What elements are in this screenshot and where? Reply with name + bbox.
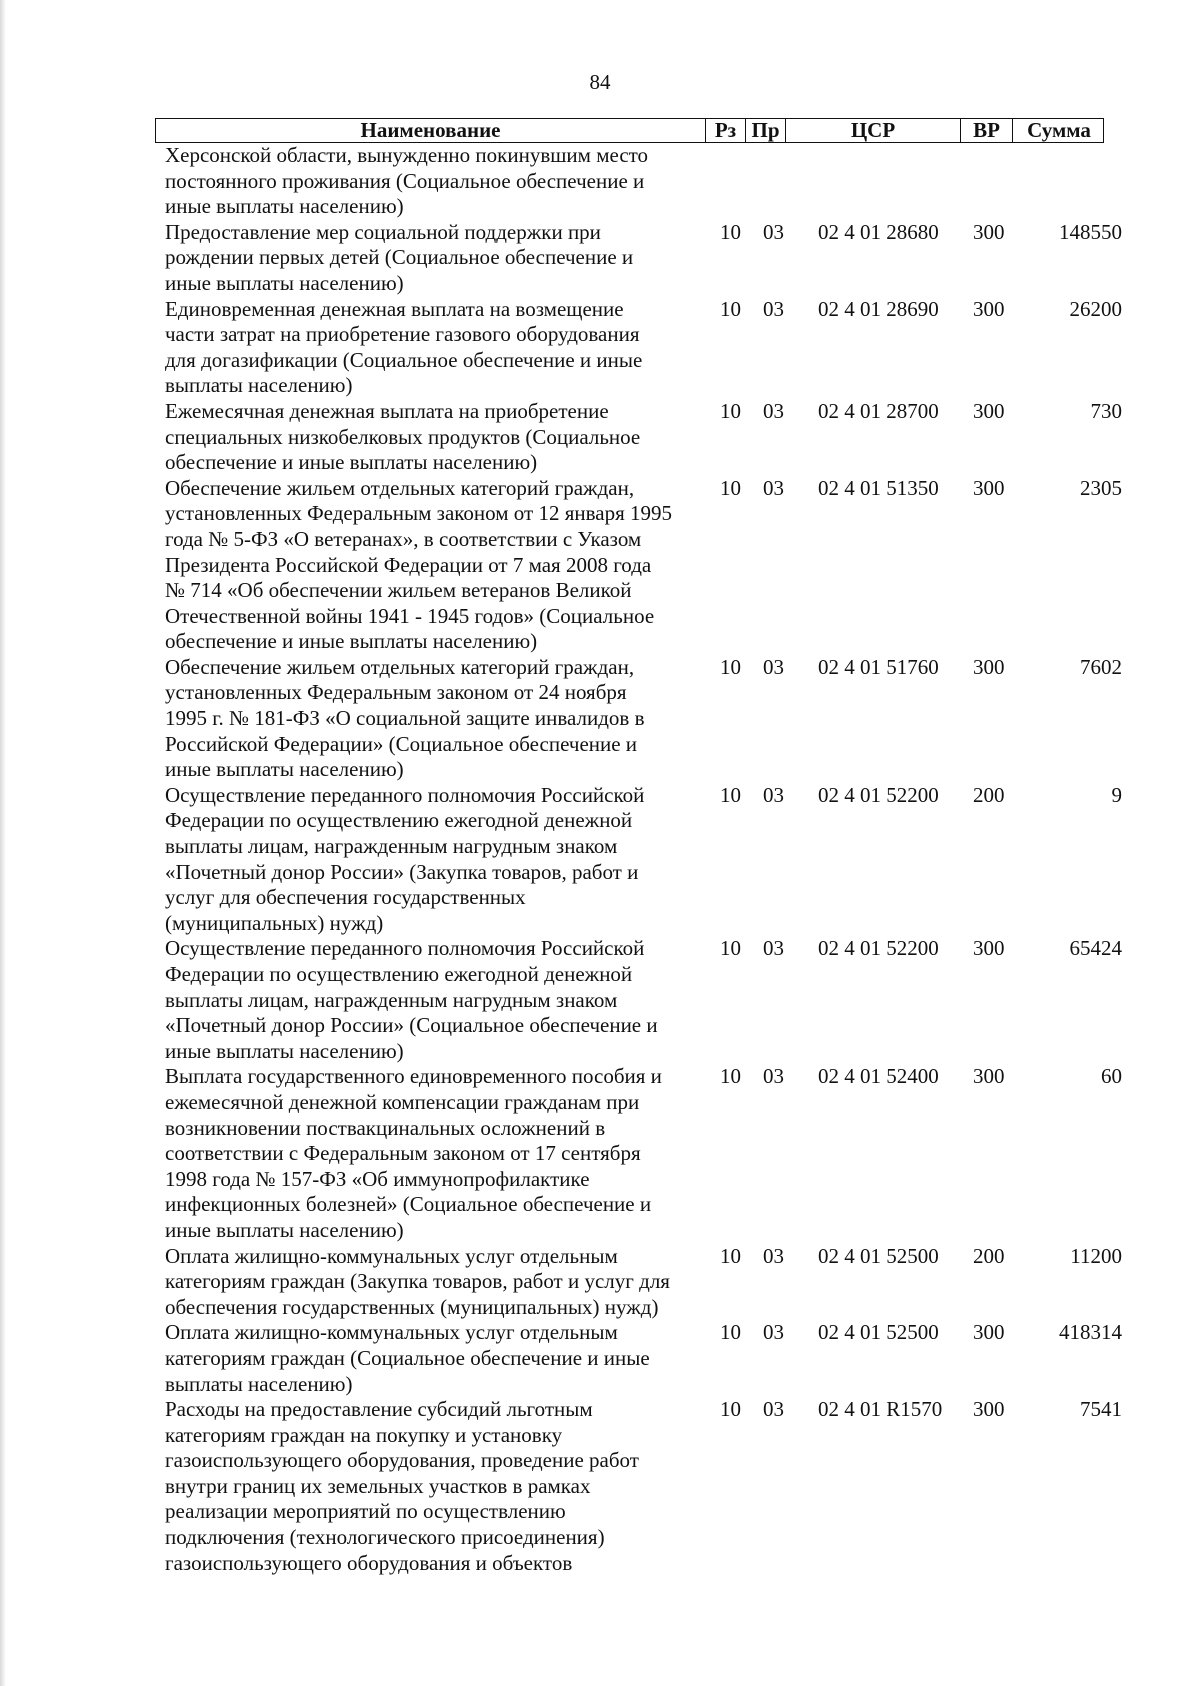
table-row [0,297,1200,399]
row-pr: 03 [763,936,784,961]
row-name: Херсонской области, вынужденно покинувшим место постоянного проживания (Социальное обеспечение и иные выплаты населению) [165,143,649,219]
row-sum: 7602 [1080,654,1122,679]
row-csr: 02 4 01 52500 [818,1320,939,1345]
header-rz: Рз [706,119,746,142]
row-vr: 300 [973,475,1005,500]
row-vr: 300 [973,398,1005,423]
row-sum: 11200 [1070,1243,1122,1268]
table-row [0,936,1200,1064]
row-pr: 03 [763,654,784,679]
row-pr: 03 [763,782,784,807]
row-vr: 300 [973,219,1005,244]
row-sum: 2305 [1080,475,1122,500]
page-number: 84 [589,70,611,94]
row-rz: 10 [720,475,741,500]
row-vr: 300 [973,936,1005,961]
row-rz: 10 [720,296,741,321]
row-rz: 10 [720,654,741,679]
row-pr: 03 [763,296,784,321]
table-body [0,143,1200,1576]
row-sum: 26200 [1069,296,1122,321]
table-row [0,220,1200,297]
row-name: Оплата жилищно-коммунальных услуг отдельным категориям граждан (Социальное обеспечение и иные выплаты населению) [165,1320,650,1396]
row-rz: 10 [720,1064,741,1089]
row-sum: 7541 [1080,1397,1122,1422]
row-sum: 148550 [1059,219,1122,244]
row-csr: 02 4 01 28680 [818,219,939,244]
row-vr: 200 [973,782,1005,807]
row-rz: 10 [720,1243,741,1268]
table-row [0,476,1200,655]
header-sum: Сумма [1027,118,1091,142]
row-csr: 02 4 01 28690 [818,296,939,321]
row-pr: 03 [763,1320,784,1345]
row-pr: 03 [763,219,784,244]
row-rz: 10 [720,398,741,423]
row-vr: 200 [973,1243,1005,1268]
row-csr: 02 4 01 28700 [818,398,939,423]
header-csr: ЦСР [786,119,961,142]
row-rz: 10 [720,1397,741,1422]
row-name: Предоставление мер социальной поддержки при рождении первых детей (Социальное обеспечение и иные выплаты населению) [165,219,634,295]
row-csr: 02 4 01 52200 [818,936,939,961]
header-pr: Пр [746,119,786,142]
table-row [0,1320,1200,1397]
row-csr: 02 4 01 52500 [818,1243,939,1268]
row-rz: 10 [720,219,741,244]
row-pr: 03 [763,1064,784,1089]
row-name: Обеспечение жильем отдельных категорий граждан, установленных Федеральным законом от 24 ноября 1995 г. № 181-ФЗ «О социальной защите инвалидов в Российской Федерации» (Социальное обеспечение и иные выплаты населению) [165,654,645,782]
row-csr: 02 4 01 51350 [818,475,939,500]
table-row [0,143,1200,220]
row-csr: 02 4 01 52200 [818,782,939,807]
row-name: Единовременная денежная выплата на возмещение части затрат на приобретение газового оборудования для догазификации (Социальное обеспечение и иные выплаты населению) [165,296,643,398]
row-vr: 300 [973,654,1005,679]
row-pr: 03 [763,1397,784,1422]
row-csr: 02 4 01 52400 [818,1064,939,1089]
row-sum: 60 [1101,1064,1122,1089]
table-row [0,1064,1200,1243]
row-rz: 10 [720,1320,741,1345]
row-rz: 10 [720,936,741,961]
row-csr: 02 4 01 51760 [818,654,939,679]
table-row [0,399,1200,476]
row-vr: 300 [973,1320,1005,1345]
row-name: Осуществление переданного полномочия Российской Федерации по осуществлению ежегодной денежной выплаты лицам, награжденным нагрудным знаком «Почетный донор России» (Закупка товаров, работ и услуг для обеспечения государственных (муниципальных) нужд) [165,782,645,935]
row-sum: 9 [1111,782,1122,807]
row-name: Обеспечение жильем отдельных категорий граждан, установленных Федеральным законом от 12 января 1995 года № 5-ФЗ «О ветеранах», в соответствии с Указом Президента Российской Федерации от 7 мая 2008 года № 714 «Об обеспечении жильем ветеранов Великой Отечественной войны 1941 - 1945 годов» (Социальное обеспечение и иные выплаты населению) [165,475,672,654]
row-pr: 03 [763,1243,784,1268]
row-name: Выплата государственного единовременного пособия и ежемесячной денежной компенсации гражданам при возникновении поствакцинальных осложнений в соответствии с Федеральным законом от 17 сентября 1998 года № 157-ФЗ «Об иммунопрофилактике инфекционных болезней» (Социальное обеспечение и иные выплаты населению) [165,1064,662,1242]
row-vr: 300 [973,296,1005,321]
row-pr: 03 [763,475,784,500]
row-sum: 65424 [1069,936,1122,961]
table-row [0,655,1200,783]
row-sum: 418314 [1059,1320,1122,1345]
row-rz: 10 [720,782,741,807]
row-vr: 300 [973,1064,1005,1089]
row-vr: 300 [973,1397,1005,1422]
table-row [0,1397,1200,1576]
table-row [0,1244,1200,1321]
row-name: Оплата жилищно-коммунальных услуг отдельным категориям граждан (Закупка товаров, работ и услуг для обеспечения государственных (муниципальных) нужд) [165,1243,670,1319]
header-name: Наименование [156,119,706,142]
row-pr: 03 [763,398,784,423]
row-name: Ежемесячная денежная выплата на приобретение специальных низкобелковых продуктов (Социальное обеспечение и иные выплаты населению) [165,398,641,475]
row-name: Осуществление переданного полномочия Российской Федерации по осуществлению ежегодной денежной выплаты лицам, награжденным нагрудным знаком «Почетный донор России» (Социальное обеспечение и иные выплаты населению) [165,936,658,1063]
table-row [0,783,1200,937]
row-name: Расходы на предоставление субсидий льготным категориям граждан на покупку и установку газоиспользующего оборудования, проведение работ внутри границ их земельных участков в рамках реализации мероприятий по осуществлению подключения (технологического присоединения) газоиспользующего оборудования и объектов [165,1397,639,1575]
row-sum: 730 [1090,398,1122,423]
row-csr: 02 4 01 R1570 [818,1397,943,1422]
header-vr: ВР [961,119,1013,142]
table-header [155,118,1104,143]
